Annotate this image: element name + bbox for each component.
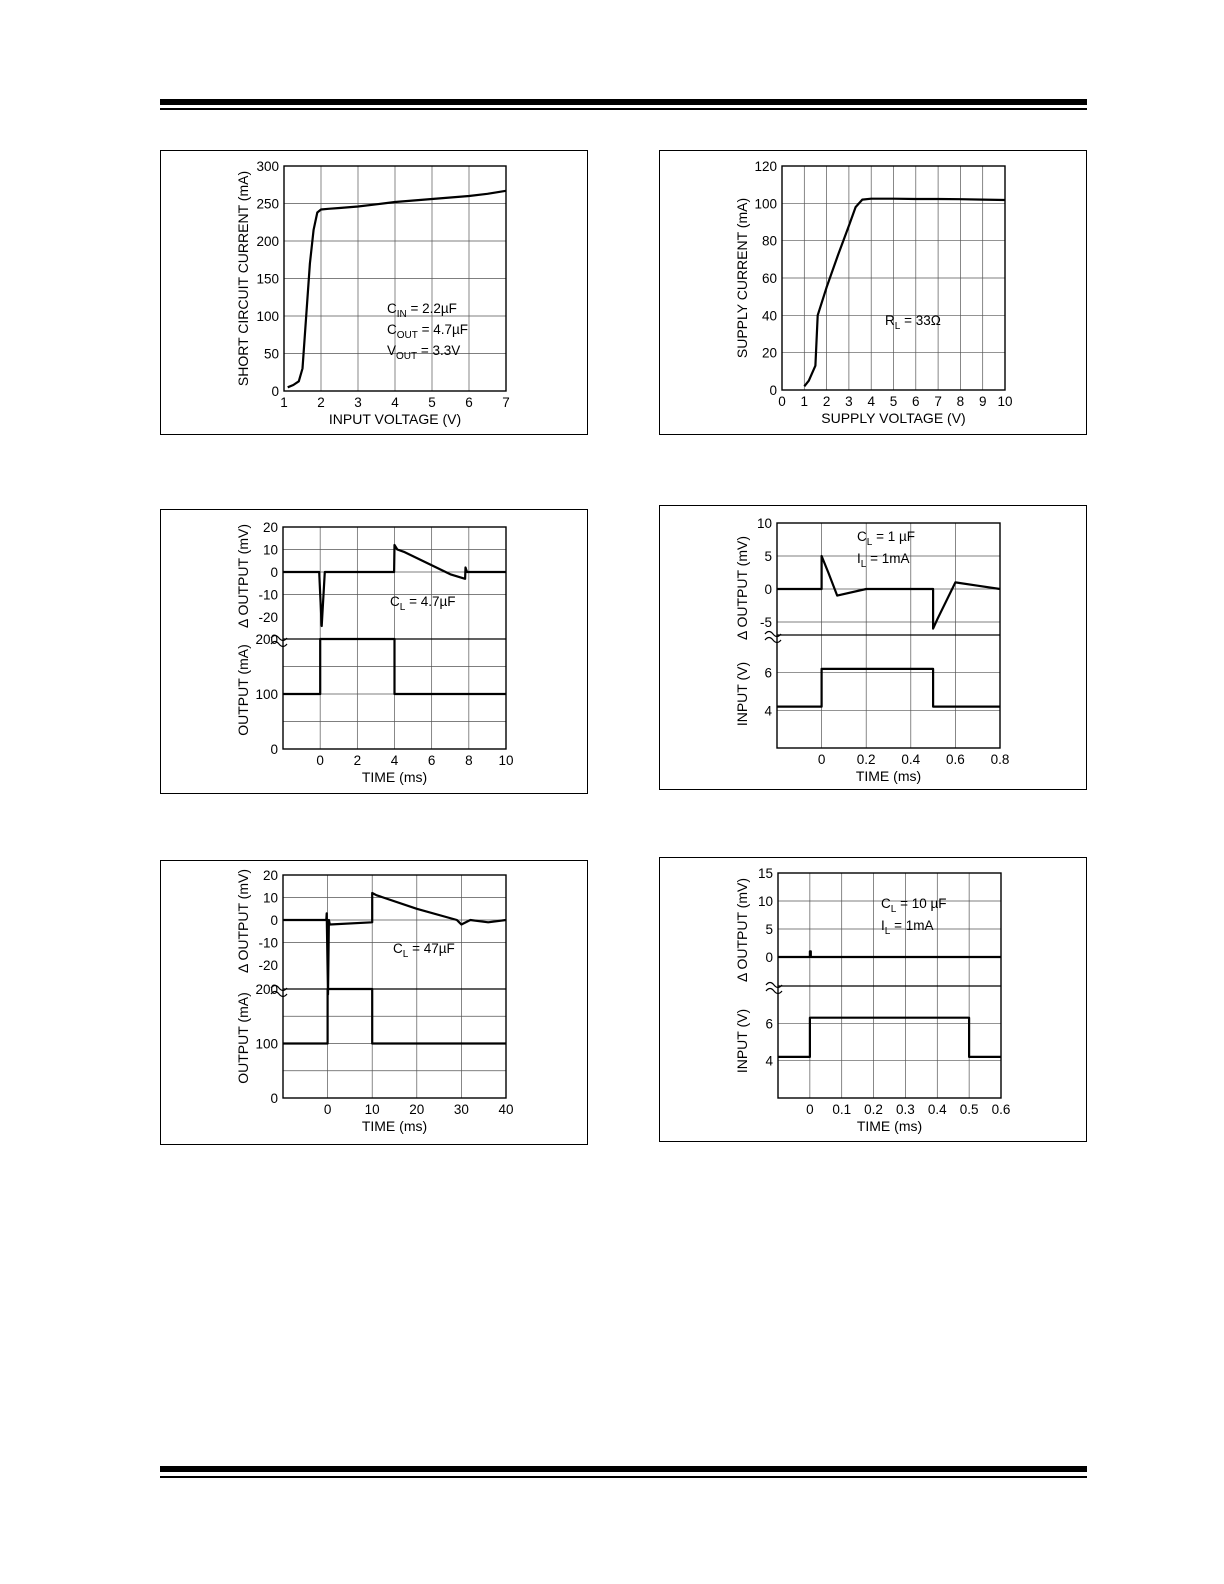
y-axis-label-top: Δ OUTPUT (mV) — [235, 869, 251, 973]
annotation-text-value: = 3.3V — [417, 343, 461, 358]
y-tick-label-top: 0 — [765, 950, 773, 965]
x-axis-label: TIME (ms) — [856, 1118, 923, 1134]
annotation-text-value: = 1 µF — [872, 529, 915, 544]
annotation-text-sub: L — [402, 949, 409, 960]
x-tick-label: 0 — [806, 1102, 814, 1117]
y-tick-label-bottom: 0 — [270, 742, 278, 757]
y-tick-label-top: 10 — [756, 516, 772, 531]
x-tick-label: 0.6 — [991, 1102, 1011, 1117]
x-tick-label: 30 — [453, 1102, 469, 1117]
x-tick-label: 0.6 — [946, 752, 965, 767]
y-tick-label-top: 5 — [765, 922, 773, 937]
x-tick-label: 0 — [778, 394, 786, 409]
y-tick-label-bottom: 6 — [764, 665, 772, 681]
annotation-text-sub: L — [884, 926, 891, 937]
annotation-text-value: = 4.7µF — [417, 322, 469, 337]
x-tick-label: 8 — [465, 753, 473, 768]
y-tick-label-top: -20 — [258, 958, 278, 973]
x-tick-label: 4 — [391, 395, 399, 410]
annotation-text-main: I — [857, 551, 861, 566]
header-rule-thick — [160, 99, 1087, 105]
annotation-text-main: V — [387, 343, 397, 358]
x-tick-label: 9 — [978, 394, 987, 409]
y-axis-label-bottom: INPUT (V) — [734, 1008, 750, 1074]
annotation-text-main: I — [881, 918, 885, 933]
annotation-text-value: = 47µF — [408, 941, 455, 956]
x-tick-label: 8 — [956, 394, 965, 409]
x-tick-label: 1 — [280, 395, 288, 410]
y-tick-label: 100 — [256, 309, 279, 324]
delta-output-line — [778, 951, 1001, 957]
y-axis-label: SHORT CIRCUIT CURRENT (mA) — [235, 170, 251, 387]
x-tick-label: 6 — [465, 395, 473, 410]
x-tick-label: 4 — [390, 753, 399, 768]
annotation-text — [881, 918, 933, 937]
annotation-text-value: = 2.2µF — [406, 301, 457, 316]
x-tick-label: 0 — [316, 753, 324, 768]
annotation-text — [857, 529, 915, 548]
annotation-text-main: C — [857, 529, 867, 544]
y-tick-label-top: 5 — [764, 549, 772, 564]
x-tick-label: 5 — [889, 394, 898, 409]
x-axis-label: SUPPLY VOLTAGE (V) — [821, 410, 966, 426]
x-tick-label: 7 — [502, 395, 510, 410]
annotation-text-value: = 1mA — [866, 551, 910, 566]
chart-short-circuit-current — [161, 151, 589, 436]
chart-load-transient-47uf — [161, 861, 589, 1146]
chart-panel-2 — [659, 150, 1087, 435]
annotation-text-main: C — [390, 594, 400, 609]
y-tick-label-top: 15 — [757, 866, 773, 881]
chart-panel-4 — [659, 505, 1087, 790]
y-tick-label: 200 — [256, 234, 279, 249]
annotation-text — [393, 941, 455, 960]
x-tick-label: 0.4 — [927, 1102, 947, 1117]
y-tick-label-top: 0 — [270, 565, 278, 580]
plot-frame — [283, 875, 506, 1098]
annotation-text-main: C — [393, 941, 403, 956]
y-tick-label: 0 — [769, 383, 777, 398]
annotation-text — [390, 594, 456, 613]
chart-load-transient-4-7uf — [161, 510, 589, 795]
x-tick-label: 20 — [409, 1102, 425, 1117]
annotation-text-main: C — [387, 301, 397, 316]
x-tick-label: 0 — [323, 1102, 332, 1117]
y-axis-label-bottom: OUTPUT (mA) — [235, 992, 251, 1084]
annotation-text-sub: IN — [396, 309, 407, 320]
chart-panel-3 — [160, 509, 588, 794]
x-axis-label: TIME (ms) — [361, 769, 428, 785]
axis-break-icon — [766, 983, 782, 994]
y-axis-label-top: Δ OUTPUT (mV) — [734, 878, 750, 982]
annotation-text-value: = 33Ω — [900, 313, 941, 328]
y-tick-label-bottom: 4 — [765, 1053, 773, 1069]
x-tick-label: 6 — [912, 394, 920, 409]
data-series-line — [804, 199, 1005, 387]
x-tick-label: 10 — [498, 753, 514, 768]
y-axis-label-bottom: OUTPUT (mA) — [235, 644, 251, 736]
y-tick-label-bottom: 200 — [255, 632, 278, 647]
annotation-text-sub: L — [890, 904, 897, 915]
y-tick-label: 60 — [761, 271, 777, 286]
annotation-text — [857, 551, 909, 570]
y-tick-label-top: 10 — [262, 542, 278, 558]
x-tick-label: 3 — [845, 394, 853, 409]
x-tick-label: 0.2 — [856, 752, 876, 767]
delta-output-line — [777, 556, 1000, 629]
y-tick-label-bottom: 4 — [764, 703, 772, 719]
x-tick-label: 0.3 — [896, 1102, 915, 1117]
x-tick-label: 4 — [867, 394, 875, 409]
annotation-text-sub: OUT — [396, 330, 418, 341]
x-tick-label: 0.4 — [901, 752, 921, 767]
annotation-text — [387, 322, 468, 341]
y-tick-label-bottom: 200 — [255, 982, 278, 997]
y-tick-label: 150 — [256, 271, 279, 287]
annotation-text-sub: L — [866, 537, 873, 548]
y-axis-label-top: Δ OUTPUT (mV) — [734, 536, 750, 640]
annotation-text-main: R — [885, 313, 895, 328]
annotation-text — [881, 896, 947, 915]
y-tick-label-bottom: 6 — [765, 1016, 773, 1032]
y-tick-label-top: -10 — [258, 587, 278, 603]
x-tick-label: 2 — [822, 394, 831, 409]
y-tick-label: 0 — [271, 384, 279, 399]
y-tick-label-top: 20 — [262, 520, 278, 535]
x-tick-label: 5 — [428, 395, 436, 410]
annotation-text-main: C — [387, 322, 397, 337]
chart-supply-current — [660, 151, 1088, 436]
x-tick-label: 0.5 — [959, 1102, 979, 1117]
x-axis-label: INPUT VOLTAGE (V) — [328, 411, 462, 427]
y-tick-label-bottom: 100 — [255, 1036, 278, 1052]
y-tick-label-top: 10 — [262, 890, 278, 906]
y-tick-label-top: 0 — [270, 913, 278, 928]
chart-panel-1 — [160, 150, 588, 435]
x-tick-label: 10 — [997, 394, 1013, 409]
annotation-text — [387, 301, 457, 320]
chart-panel-5 — [160, 860, 588, 1145]
y-tick-label-top: -20 — [258, 610, 278, 625]
y-tick-label-top: 10 — [757, 894, 773, 909]
y-axis-label: SUPPLY CURRENT (mA) — [734, 197, 750, 359]
y-tick-label: 80 — [761, 233, 777, 249]
x-axis-label: TIME (ms) — [361, 1118, 428, 1134]
y-tick-label-bottom: 0 — [270, 1091, 278, 1106]
x-axis-label: TIME (ms) — [855, 768, 922, 784]
header-rule-thin — [160, 108, 1087, 110]
annotation-text-sub: L — [894, 321, 901, 332]
x-tick-label: 7 — [934, 394, 942, 409]
x-tick-label: 0.1 — [832, 1102, 852, 1117]
annotation-text-sub: OUT — [396, 351, 418, 362]
annotation-text-value: = 1mA — [890, 918, 934, 933]
annotation-text-value: = 10 µF — [896, 896, 947, 911]
x-tick-label: 3 — [354, 395, 362, 410]
x-tick-label: 40 — [498, 1102, 514, 1117]
annotation-text — [387, 343, 460, 362]
y-axis-label-bottom: INPUT (V) — [734, 661, 750, 727]
x-tick-label: 10 — [364, 1102, 380, 1117]
y-tick-label-top: 20 — [262, 868, 278, 883]
y-tick-label: 50 — [263, 346, 279, 362]
chart-panel-6 — [659, 857, 1087, 1142]
annotation-text-main: C — [881, 896, 891, 911]
y-tick-label: 40 — [761, 308, 777, 324]
y-tick-label-top: 0 — [764, 582, 772, 597]
y-tick-label-top: -10 — [258, 935, 278, 951]
step-signal-line — [777, 669, 1000, 707]
annotation-text-sub: L — [860, 559, 867, 570]
y-tick-label: 120 — [754, 159, 777, 174]
x-tick-label: 1 — [800, 394, 809, 409]
x-tick-label: 2 — [353, 753, 362, 768]
axis-break-icon — [765, 632, 781, 643]
annotation-text-value: = 4.7µF — [405, 594, 456, 609]
y-tick-label: 100 — [754, 196, 777, 212]
footer-rule-thick — [160, 1466, 1087, 1472]
x-tick-label: 6 — [427, 753, 436, 768]
x-tick-label: 2 — [317, 395, 325, 410]
chart-line-transient-1uf — [660, 506, 1088, 791]
y-axis-label-top: Δ OUTPUT (mV) — [235, 524, 251, 628]
y-tick-label-top: -5 — [759, 615, 772, 630]
y-tick-label: 20 — [761, 345, 777, 361]
x-tick-label: 0.2 — [864, 1102, 883, 1117]
annotation-text-sub: L — [399, 602, 406, 613]
y-tick-label-bottom: 100 — [255, 687, 278, 702]
x-tick-label: 0.8 — [990, 752, 1010, 767]
chart-line-transient-10uf — [660, 858, 1088, 1143]
footer-rule-thin — [160, 1476, 1087, 1478]
y-tick-label: 250 — [256, 196, 279, 212]
y-tick-label: 300 — [256, 159, 279, 174]
x-tick-label: 0 — [817, 752, 826, 767]
